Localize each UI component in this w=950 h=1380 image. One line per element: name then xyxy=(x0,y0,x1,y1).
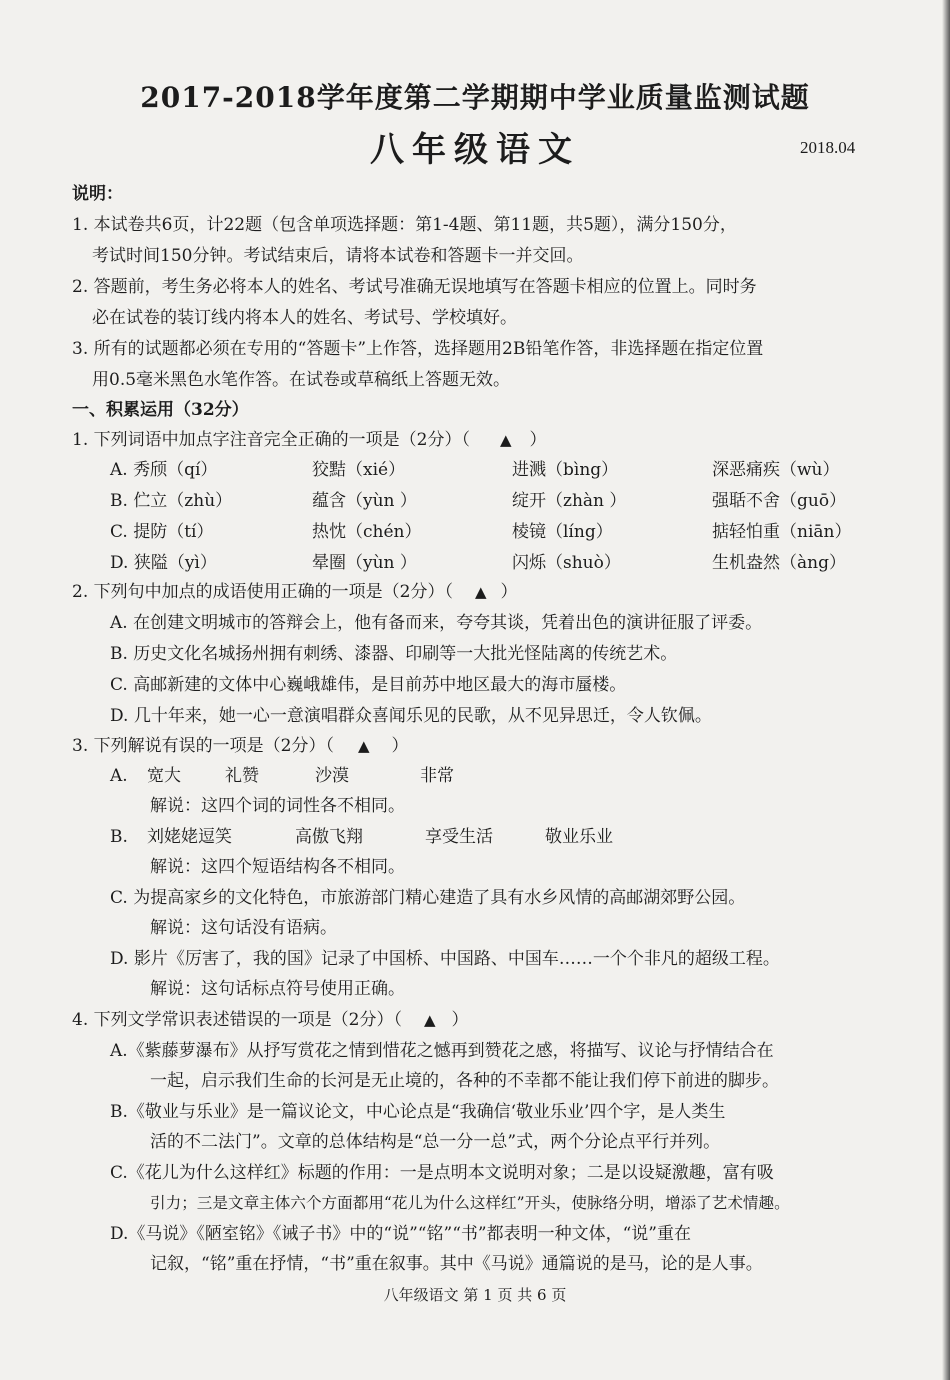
q2-option-c: C. 高邮新建的文体中心巍峨雄伟，是目前苏中地区最大的海市蜃楼。 xyxy=(110,675,627,695)
instruction-line: 1. 本试卷共6页，计22题（包含单项选择题：第1-4题、第11题，共5题），满分150分， xyxy=(72,215,737,235)
close-paren: ） xyxy=(529,430,547,450)
question-1-stem xyxy=(72,428,547,452)
q3-option-c-explanation: 解说：这句话没有语病。 xyxy=(150,918,337,938)
q3-option-b-word: 刘姥姥逗笑 xyxy=(147,827,232,847)
q1-option-a-word: 狡黠（xié） xyxy=(312,460,406,480)
q3-option-d-explanation: 解说：这句话标点符号使用正确。 xyxy=(150,979,405,999)
q3-option-a-word: 礼赞 xyxy=(225,766,259,786)
instruction-line: 必在试卷的装订线内将本人的姓名、考试号、学校填好。 xyxy=(92,308,517,328)
exam-date: 2018.04 xyxy=(800,138,856,157)
question-2-stem xyxy=(72,580,518,604)
q3-option-a-word: 宽大 xyxy=(147,766,181,786)
q4-option-d-cont: 记叙，“铭”重在抒情，“书”重在叙事。其中《马说》通篇说的是马，论的是人事。 xyxy=(150,1254,763,1274)
subject-title: 八年级语文 xyxy=(370,130,580,170)
q1-option-c: C. 提防（tí） xyxy=(110,522,214,542)
answer-mark: ▲ xyxy=(423,1011,436,1029)
q1-option-b: B. 伫立（zhù） xyxy=(110,491,233,511)
question-stem-text: 2. 下列句中加点的成语使用正确的一项是（2分）（ xyxy=(72,582,453,602)
q3-option-c: C. 为提高家乡的文化特色，市旅游部门精心建造了具有水乡风情的高邮湖郊野公园。 xyxy=(110,888,746,908)
q4-option-a-cont: 一起，启示我们生命的长河是无止境的，各种的不幸都不能让我们停下前进的脚步。 xyxy=(150,1071,779,1091)
q2-option-a: A. 在创建文明城市的答辩会上，他有备而来，夸夸其谈，凭着出色的演讲征服了评委。 xyxy=(110,613,763,633)
exam-title: 2017-2018学年度第二学期期中学业质量监测试题 xyxy=(140,81,810,114)
q1-option-b-word: 绽开（zhàn ） xyxy=(512,491,627,511)
question-4-stem xyxy=(72,1008,469,1032)
q3-option-a-word: 沙漠 xyxy=(315,766,349,786)
q1-option-d: D. 狭隘（yì） xyxy=(110,553,217,573)
q3-option-b-label: B. xyxy=(110,827,128,847)
q1-option-a-word: 进溅（bìng） xyxy=(512,460,619,480)
q1-option-c-word: 掂轻怕重（niān） xyxy=(712,522,852,542)
q1-option-b-word: 强聒不舍（guō） xyxy=(712,491,847,511)
section-heading: 一、积累运用（32分） xyxy=(72,400,249,420)
question-stem-text: 3. 下列解说有误的一项是（2分）（ xyxy=(72,736,334,756)
q1-option-a: A. 秀颀（qí） xyxy=(110,460,218,480)
q1-option-a-word: 深恶痛疾（wù） xyxy=(712,460,840,480)
answer-mark: ▲ xyxy=(357,737,370,755)
instruction-line: 3. 所有的试题都必须在专用的“答题卡”上作答，选择题用2B铅笔作答，非选择题在指定位置 xyxy=(72,339,764,359)
q4-option-b-cont: 活的不二法门”。文章的总体结构是“总一分一总”式，两个分论点平行并列。 xyxy=(150,1132,721,1152)
q1-option-d-word: 闪烁（shuò） xyxy=(512,553,621,573)
q3-option-a-word: 非常 xyxy=(420,766,454,786)
q4-option-b: B.《敬业与乐业》是一篇议论文，中心论点是“我确信‘敬业乐业’四个字，是人类生 xyxy=(110,1102,726,1122)
q1-option-c-word: 棱镜（líng） xyxy=(512,522,613,542)
q3-option-d: D. 影片《厉害了，我的国》记录了中国桥、中国路、中国车……一个个非凡的超级工程。 xyxy=(110,949,780,969)
instruction-line: 2. 答题前，考生务必将本人的姓名、考试号准确无误地填写在答题卡相应的位置上。同时务 xyxy=(72,277,757,297)
close-paren: ） xyxy=(451,1010,469,1030)
instruction-line: 考试时间150分钟。考试结束后，请将本试卷和答题卡一并交回。 xyxy=(92,246,584,266)
answer-mark: ▲ xyxy=(474,583,487,601)
q3-option-a-explanation: 解说：这四个词的词性各不相同。 xyxy=(150,796,405,816)
q3-option-b-word: 享受生活 xyxy=(425,827,493,847)
instruction-line: 用0.5毫米黑色水笔作答。在试卷或草稿纸上答题无效。 xyxy=(92,370,511,390)
q4-option-c-cont: 引力；三是文章主体六个方面都用“花儿为什么这样红”开头，使脉络分明，增添了艺术情趣。 xyxy=(150,1194,790,1212)
close-paren: ） xyxy=(500,582,518,602)
question-3-stem xyxy=(72,734,409,758)
q1-option-d-word: 生机盎然（àng） xyxy=(712,553,846,573)
q3-option-b-word: 敬业乐业 xyxy=(545,827,613,847)
q2-option-d: D. 几十年来，她一心一意演唱群众喜闻乐见的民歌，从不见异思迁，令人钦佩。 xyxy=(110,706,712,726)
answer-mark: ▲ xyxy=(499,431,512,449)
q3-option-b-word: 高傲飞翔 xyxy=(295,827,363,847)
q3-option-a-label: A. xyxy=(110,766,128,786)
scan-edge xyxy=(942,0,950,1380)
page-footer: 八年级语文 第 1 页 共 6 页 xyxy=(383,1286,567,1304)
q1-option-c-word: 热忱（chén） xyxy=(312,522,422,542)
question-stem-text: 4. 下列文学常识表述错误的一项是（2分）（ xyxy=(72,1010,402,1030)
q3-option-b-explanation: 解说：这四个短语结构各不相同。 xyxy=(150,857,405,877)
question-stem-text: 1. 下列词语中加点字注音完全正确的一项是（2分）（ xyxy=(72,430,470,450)
q2-option-b: B. 历史文化名城扬州拥有刺绣、漆器、印刷等一大批光怪陆离的传统艺术。 xyxy=(110,644,678,664)
close-paren: ） xyxy=(391,736,409,756)
q4-option-a: A.《紫藤萝瀑布》从抒写赏花之情到惜花之憾再到赞花之感，将描写、议论与抒情结合在 xyxy=(110,1041,774,1061)
q4-option-d: D.《马说》《陋室铭》《诫子书》中的“说”“铭”“书”都表明一种文体，“说”重在 xyxy=(110,1224,691,1244)
instructions-label: 说明： xyxy=(72,184,123,204)
q1-option-d-word: 晕圈（yùn ） xyxy=(312,553,417,573)
q1-option-b-word: 蕴含（yùn ） xyxy=(312,491,417,511)
q4-option-c: C.《花儿为什么这样红》标题的作用：一是点明本文说明对象；二是以设疑激趣，富有吸 xyxy=(110,1163,774,1183)
